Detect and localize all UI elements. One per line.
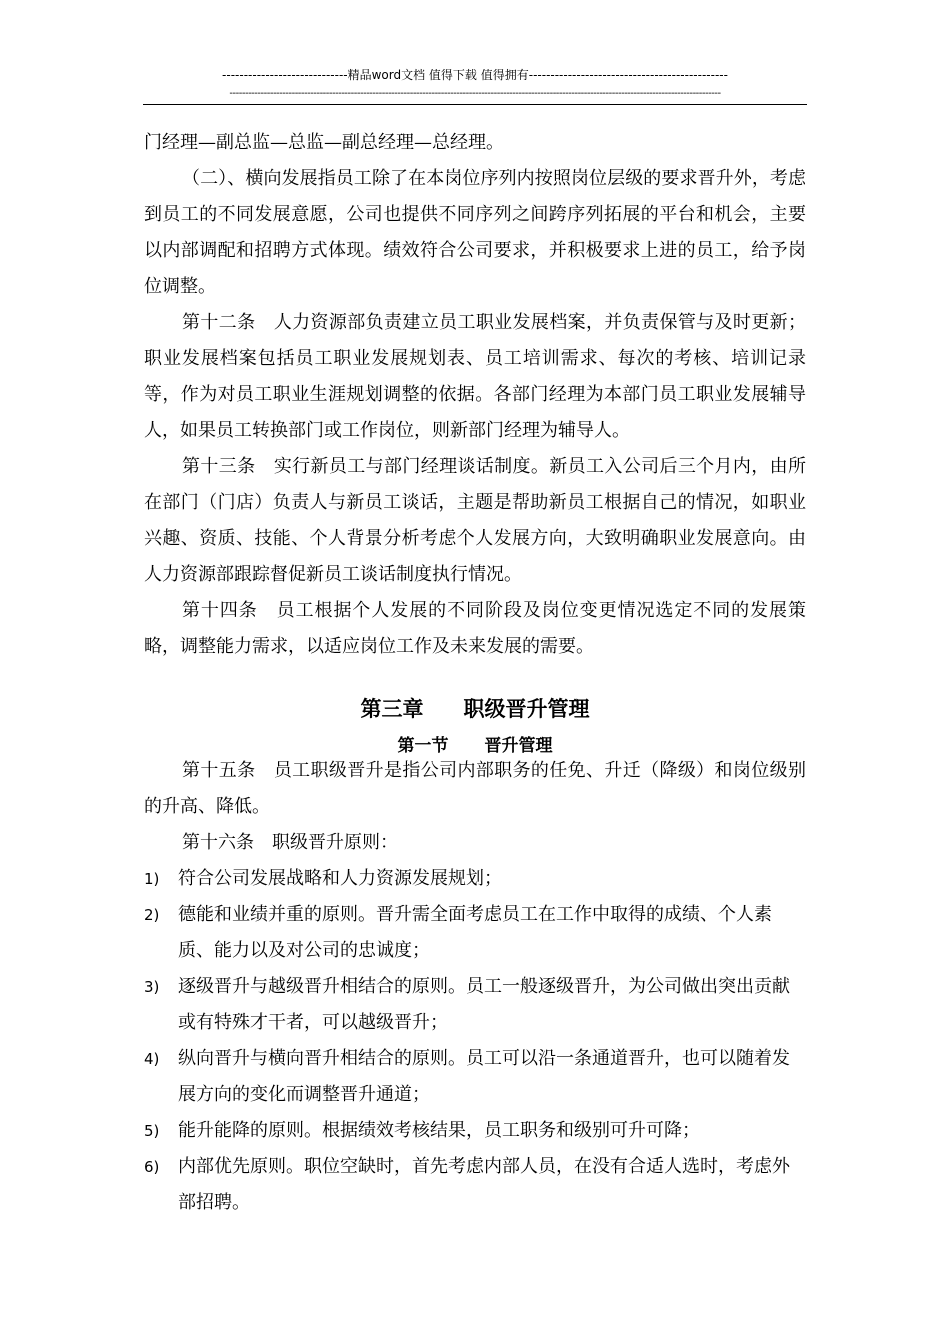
list-number: 3)	[144, 978, 160, 996]
list-item	[144, 897, 806, 969]
chapter-heading	[144, 692, 806, 726]
list-item	[144, 969, 806, 1041]
list-item	[144, 861, 806, 897]
list-item	[144, 1113, 806, 1149]
section-number: 第一节	[397, 736, 449, 756]
paragraph: 门经理—副总监—总监—副总经理—总经理。	[144, 132, 504, 153]
list-number: 2)	[144, 906, 160, 924]
list-number: 6)	[144, 1158, 160, 1176]
list-number: 5)	[144, 1122, 160, 1140]
paragraph: 第十三条 实行新员工与部门经理谈话制度。新员工入公司后三个月内，由所在部门（门店）负责人与新员工谈话，主题是帮助新员工根据自己的情况，如职业兴趣、资质、技能、个人背景分析考虑个人发展方向，大致明确职业发展意向。由人力资源部跟踪督促新员工谈话制度执行情况。	[144, 456, 806, 585]
chapter-number: 第三章	[360, 697, 424, 721]
list-item	[144, 1041, 806, 1113]
paragraph: 第十五条 员工职级晋升是指公司内部职务的任免、升迁（降级）和岗位级别的升高、降低。	[144, 760, 806, 817]
body-section-mid	[144, 753, 806, 861]
chapter-title: 职级晋升管理	[463, 697, 590, 721]
body-section-top	[144, 125, 806, 665]
list-item	[144, 1149, 806, 1221]
principles-list	[144, 861, 806, 1221]
paragraph: 第十六条 职级晋升原则：	[182, 832, 398, 853]
list-number: 4)	[144, 1050, 160, 1068]
paragraph: 第十四条 员工根据个人发展的不同阶段及岗位变更情况选定不同的发展策略，调整能力需求，以适应岗位工作及未来发展的需要。	[144, 600, 806, 657]
list-text: 能升能降的原则。根据绩效考核结果，员工职务和级别可升可降；	[178, 1120, 700, 1141]
list-text: 德能和业绩并重的原则。晋升需全面考虑员工在工作中取得的成绩、个人素质、能力以及对公司的忠诚度；	[178, 904, 772, 961]
section-title: 晋升管理	[484, 736, 553, 756]
paragraph: （二）、横向发展指员工除了在本岗位序列内按照岗位层级的要求晋升外，考虑到员工的不同发展意愿，公司也提供不同序列之间跨序列拓展的平台和机会，主要以内部调配和招聘方式体现。绩效符合公司要求，并积极要求上进的员工，给予岗位调整。	[144, 168, 806, 297]
list-text: 内部优先原则。职位空缺时，首先考虑内部人员，在没有合适人选时，考虑外部招聘。	[178, 1156, 790, 1213]
page-header-dashes: --------------------------------------------------------------------------------------------------------------------------------------------------------------	[229, 88, 721, 99]
list-text: 符合公司发展战略和人力资源发展规划；	[178, 868, 502, 889]
paragraph: 第十二条 人力资源部负责建立员工职业发展档案，并负责保管与及时更新；职业发展档案包括员工职业发展规划表、员工培训需求、每次的考核、培训记录等，作为对员工职业生涯规划调整的依据。各部门经理为本部门员工职业发展辅导人，如果员工转换部门或工作岗位，则新部门经理为辅导人。	[144, 312, 806, 441]
header-divider	[143, 104, 807, 105]
list-text: 逐级晋升与越级晋升相结合的原则。员工一般逐级晋升，为公司做出突出贡献或有特殊才干者，可以越级晋升；	[178, 976, 790, 1033]
page-header-banner: -----------------------------精品word文档 值得下载 值得拥有----------------------------------------------	[222, 68, 728, 82]
list-number: 1)	[144, 870, 160, 888]
list-text: 纵向晋升与横向晋升相结合的原则。员工可以沿一条通道晋升，也可以随着发展方向的变化而调整晋升通道；	[178, 1048, 790, 1105]
